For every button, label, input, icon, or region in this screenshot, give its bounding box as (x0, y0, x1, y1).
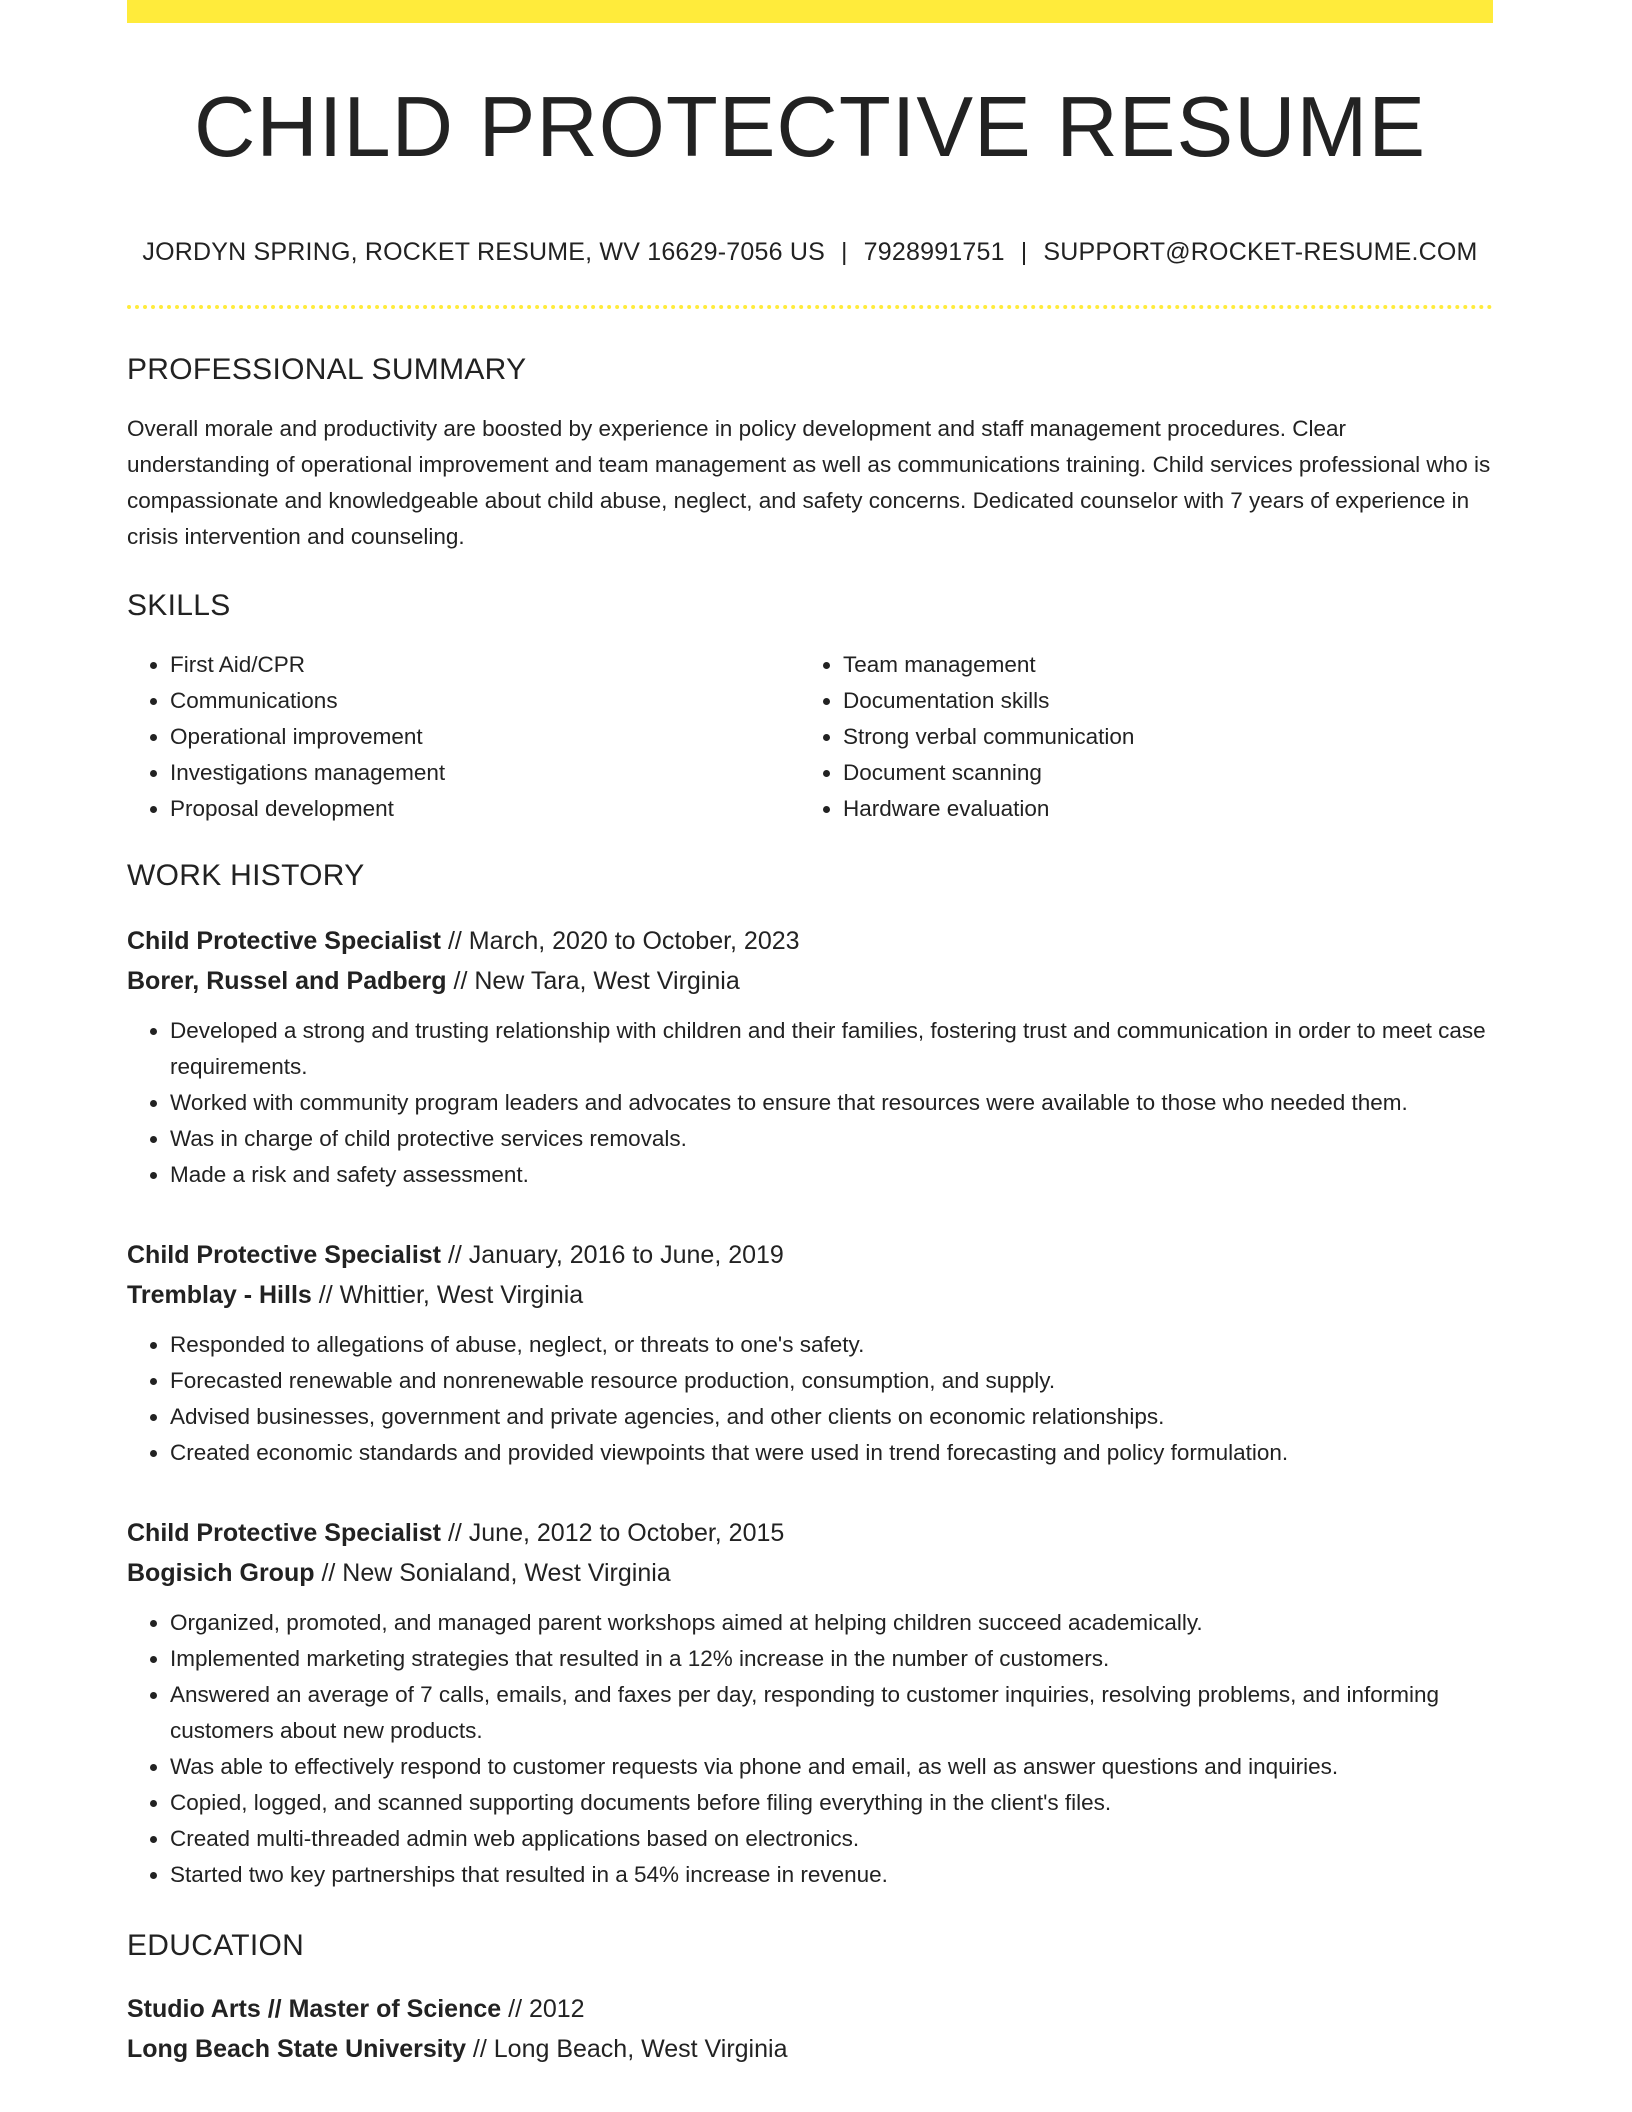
education-year: // 2012 (501, 1995, 585, 2023)
skill-item: • Hardware evaluation (843, 791, 1473, 827)
job-bullet: • Advised businesses, government and private agencies, and other clients on economic relationships. (170, 1399, 1493, 1435)
job-bullet: • Developed a strong and trusting relationship with children and their families, fostering trust and communication in order to meet case requirements. (170, 1013, 1493, 1085)
job-bullets (127, 1013, 1493, 1193)
job-dates: // June, 2012 to October, 2015 (441, 1519, 785, 1547)
job-location: // Whittier, West Virginia (311, 1281, 584, 1309)
contact-separator: | (840, 238, 848, 266)
skill-item: • Proposal development (170, 791, 800, 827)
job-location: // New Sonialand, West Virginia (314, 1559, 671, 1587)
job-entry (127, 921, 1493, 1193)
job-location: // New Tara, West Virginia (446, 967, 740, 995)
education-location: // Long Beach, West Virginia (465, 2035, 788, 2063)
contact-address: JORDYN SPRING, ROCKET RESUME, WV 16629-7056 US (142, 238, 825, 266)
job-company-line (127, 1553, 1493, 1593)
contact-email: SUPPORT@ROCKET-RESUME.COM (1043, 238, 1478, 266)
job-bullet: • Forecasted renewable and nonrenewable resource production, consumption, and supply. (170, 1363, 1493, 1399)
skill-item: • Documentation skills (843, 683, 1473, 719)
work-history-heading: WORK HISTORY (127, 859, 365, 892)
job-company-line (127, 1275, 1493, 1315)
job-bullet: • Organized, promoted, and managed parent workshops aimed at helping children succeed academically. (170, 1605, 1493, 1641)
job-company: Tremblay - Hills (127, 1281, 312, 1309)
skill-item: • Strong verbal communication (843, 719, 1473, 755)
summary-text: Overall morale and productivity are boosted by experience in policy development and staff management procedures. Clear understanding of operational improvement and team management as well as communications training. Child services professional who is compassionate and knowledgeable about child abuse, neglect, and safety concerns. Dedicated counselor with 7 years of experience in crisis intervention and counseling. (127, 416, 1491, 549)
job-bullets (127, 1327, 1493, 1471)
skills-left-list (127, 647, 800, 827)
job-bullets (127, 1605, 1493, 1893)
skill-item: • Document scanning (843, 755, 1473, 791)
job-company-line (127, 961, 1493, 1001)
job-title-line (127, 1235, 1493, 1275)
education-entry (127, 1989, 1493, 2069)
job-title-line (127, 921, 1493, 961)
job-company: Bogisich Group (127, 1559, 315, 1587)
job-dates: // March, 2020 to October, 2023 (441, 927, 800, 955)
education-degree: Studio Arts // Master of Science (127, 1995, 502, 2023)
skills-heading: SKILLS (127, 589, 231, 622)
job-bullet: • Worked with community program leaders and advocates to ensure that resources were available to those who needed them. (170, 1085, 1493, 1121)
job-bullet: • Answered an average of 7 calls, emails, and faxes per day, responding to customer inquiries, resolving problems, and informing customers about new products. (170, 1677, 1493, 1749)
job-entry (127, 1513, 1493, 1893)
job-title-line (127, 1513, 1493, 1553)
contact-line (127, 240, 1493, 265)
education-heading: EDUCATION (127, 1929, 305, 1962)
education-school: Long Beach State University (127, 2035, 466, 2063)
resume-title: CHILD PROTECTIVE RESUME (193, 80, 1427, 175)
job-bullet: • Was in charge of child protective services removals. (170, 1121, 1493, 1157)
job-bullet: • Started two key partnerships that resulted in a 54% increase in revenue. (170, 1857, 1493, 1893)
dotted-divider (127, 305, 1493, 309)
job-bullet: • Responded to allegations of abuse, neglect, or threats to one's safety. (170, 1327, 1493, 1363)
job-bullet: • Was able to effectively respond to customer requests via phone and email, as well as answer questions and inquiries. (170, 1749, 1493, 1785)
job-bullet: • Created multi-threaded admin web applications based on electronics. (170, 1821, 1493, 1857)
skill-item: • Operational improvement (170, 719, 800, 755)
contact-separator: | (1020, 238, 1028, 266)
skill-item: • First Aid/CPR (170, 647, 800, 683)
job-bullet: • Made a risk and safety assessment. (170, 1157, 1493, 1193)
job-title: Child Protective Specialist (127, 927, 441, 955)
skills-right-list (800, 647, 1473, 827)
education-degree-line (127, 1989, 1493, 2029)
job-title: Child Protective Specialist (127, 1519, 441, 1547)
skill-item: • Investigations management (170, 755, 800, 791)
job-bullet: • Implemented marketing strategies that resulted in a 12% increase in the number of customers. (170, 1641, 1493, 1677)
job-bullet: • Copied, logged, and scanned supporting documents before filing everything in the client's files. (170, 1785, 1493, 1821)
skill-item: • Communications (170, 683, 800, 719)
skill-item: • Team management (843, 647, 1473, 683)
job-title: Child Protective Specialist (127, 1241, 441, 1269)
job-bullet: • Created economic standards and provided viewpoints that were used in trend forecasting and policy formulation. (170, 1435, 1493, 1471)
skills-columns (127, 647, 1493, 827)
job-entry (127, 1235, 1493, 1471)
summary-heading: PROFESSIONAL SUMMARY (127, 353, 527, 386)
resume-page (127, 0, 1493, 2069)
job-company: Borer, Russel and Padberg (127, 967, 447, 995)
accent-top-bar (127, 0, 1493, 23)
education-school-line (127, 2029, 1493, 2069)
contact-phone: 7928991751 (863, 238, 1005, 266)
job-dates: // January, 2016 to June, 2019 (441, 1241, 784, 1269)
